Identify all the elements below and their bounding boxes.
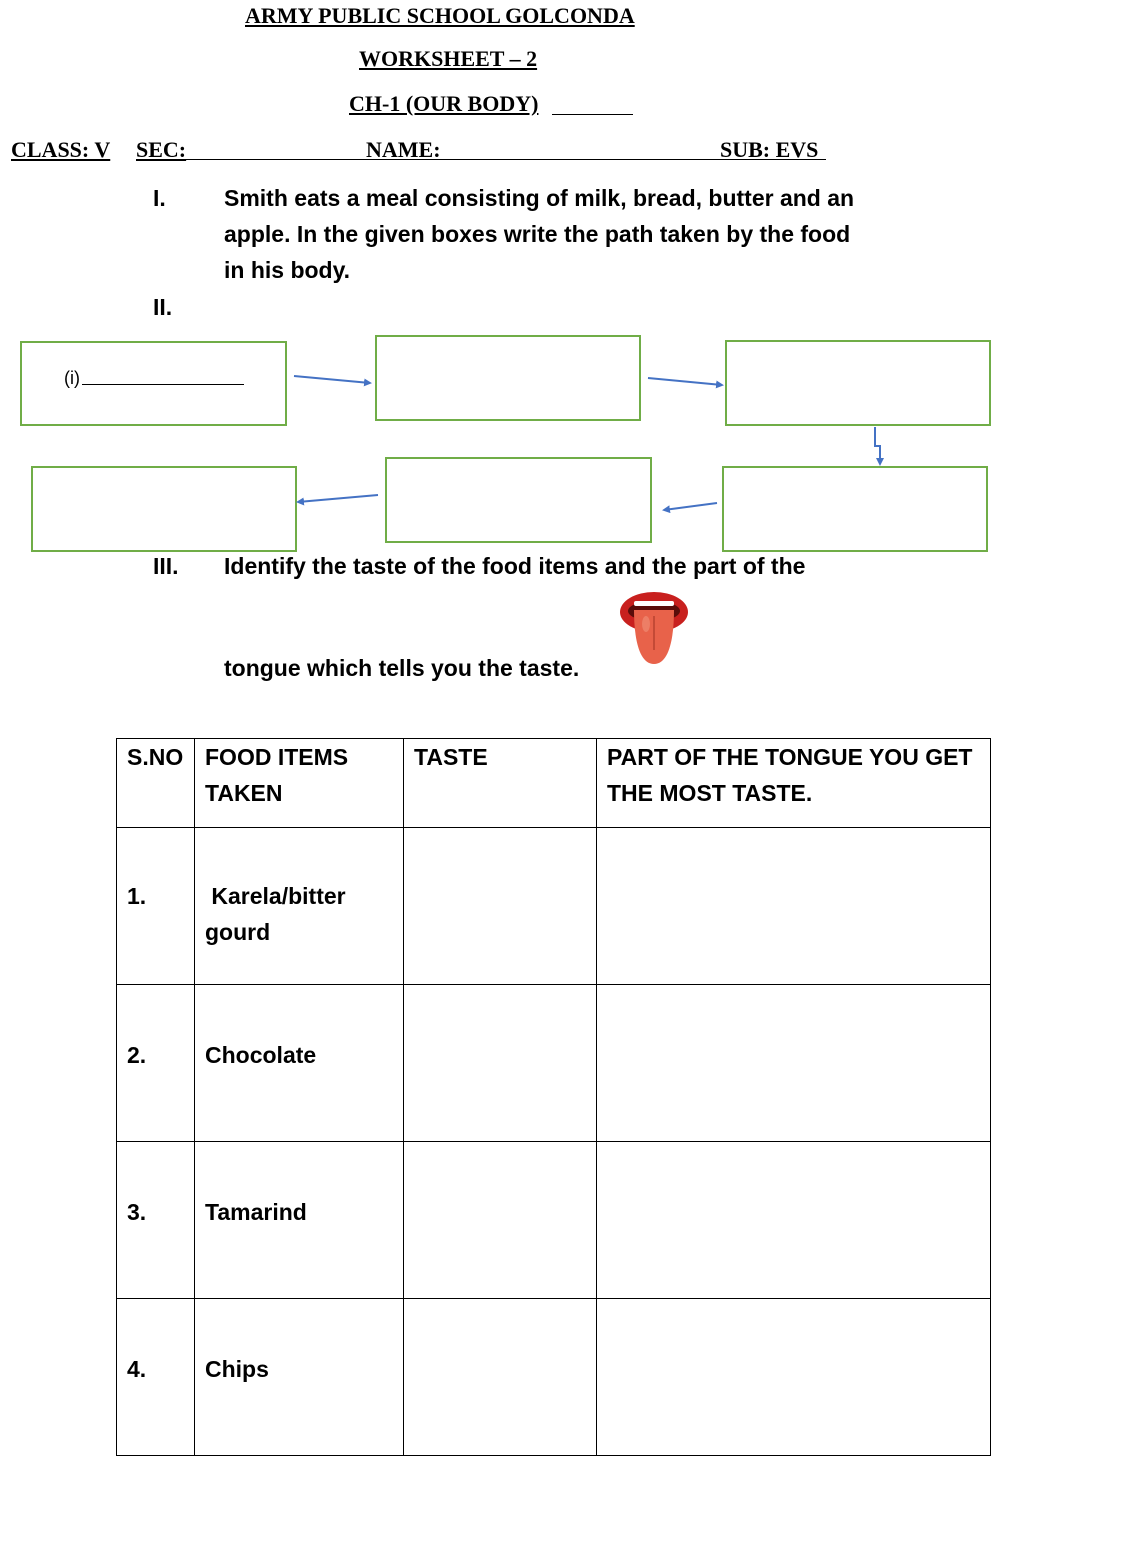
row-2-item: Chocolate: [195, 985, 404, 1142]
table-row: [117, 828, 991, 985]
row-3-part-cell[interactable]: [597, 1142, 991, 1299]
taste-table: [116, 738, 991, 1456]
table-row: [117, 1299, 991, 1456]
name-label: NAME:: [366, 137, 441, 162]
header-sno: S.NO: [117, 739, 195, 828]
row-1-item: [195, 828, 404, 985]
row-4-item: Chips: [195, 1299, 404, 1456]
arrow-1-to-2: [294, 376, 370, 383]
question-3-line-2: tongue which tells you the taste.: [224, 655, 580, 681]
flow-box-1-label: (i): [64, 368, 80, 388]
row-2-part-cell[interactable]: [597, 985, 991, 1142]
header-food-items: FOOD ITEMS TAKEN: [195, 739, 404, 828]
row-2-sno: 2.: [117, 985, 195, 1142]
row-4-part-cell[interactable]: [597, 1299, 991, 1456]
arrow-2-to-3: [648, 378, 722, 385]
arrow-3-to-4: [875, 427, 880, 464]
chapter-title: CH-1 (OUR BODY): [349, 91, 539, 116]
question-1-line-1: Smith eats a meal consisting of milk, bread, butter and an: [224, 185, 855, 211]
table-row: [117, 985, 991, 1142]
table-header-row: [117, 739, 991, 828]
row-1-sno: 1.: [117, 828, 195, 985]
question-3-number: III.: [153, 553, 179, 579]
row-1-taste-cell[interactable]: [404, 828, 597, 985]
tongue-icon: [618, 590, 690, 668]
subject-label: SUB: EVS: [720, 137, 819, 162]
question-3-line-1: Identify the taste of the food items and the part of the: [224, 553, 806, 579]
arrow-5-to-6: [298, 495, 378, 502]
row-1-item-line-1: Karela/bitter: [205, 883, 346, 909]
class-label: CLASS: V: [11, 137, 111, 162]
row-1-item-line-2: gourd: [205, 919, 271, 945]
row-3-item: Tamarind: [195, 1142, 404, 1299]
row-4-taste-cell[interactable]: [404, 1299, 597, 1456]
question-1-line-2: apple. In the given boxes write the path taken by the food: [224, 221, 851, 247]
sec-label: SEC:: [136, 137, 187, 162]
row-2-taste-cell[interactable]: [404, 985, 597, 1142]
worksheet-title: WORKSHEET – 2: [359, 46, 538, 71]
row-1-part-cell[interactable]: [597, 828, 991, 985]
row-3-sno: 3.: [117, 1142, 195, 1299]
question-1-number: I.: [153, 185, 166, 211]
table-row: [117, 1142, 991, 1299]
question-2-number: II.: [153, 294, 173, 320]
arrow-4-to-5: [664, 503, 717, 510]
flow-arrows: [0, 0, 1147, 600]
row-4-sno: 4.: [117, 1299, 195, 1456]
question-1-line-3: in his body.: [224, 257, 351, 283]
header-tongue-part: PART OF THE TONGUE YOU GET THE MOST TASTE.: [597, 739, 991, 828]
row-3-taste-cell[interactable]: [404, 1142, 597, 1299]
header-taste: TASTE: [404, 739, 597, 828]
school-title: ARMY PUBLIC SCHOOL GOLCONDA: [245, 3, 635, 28]
